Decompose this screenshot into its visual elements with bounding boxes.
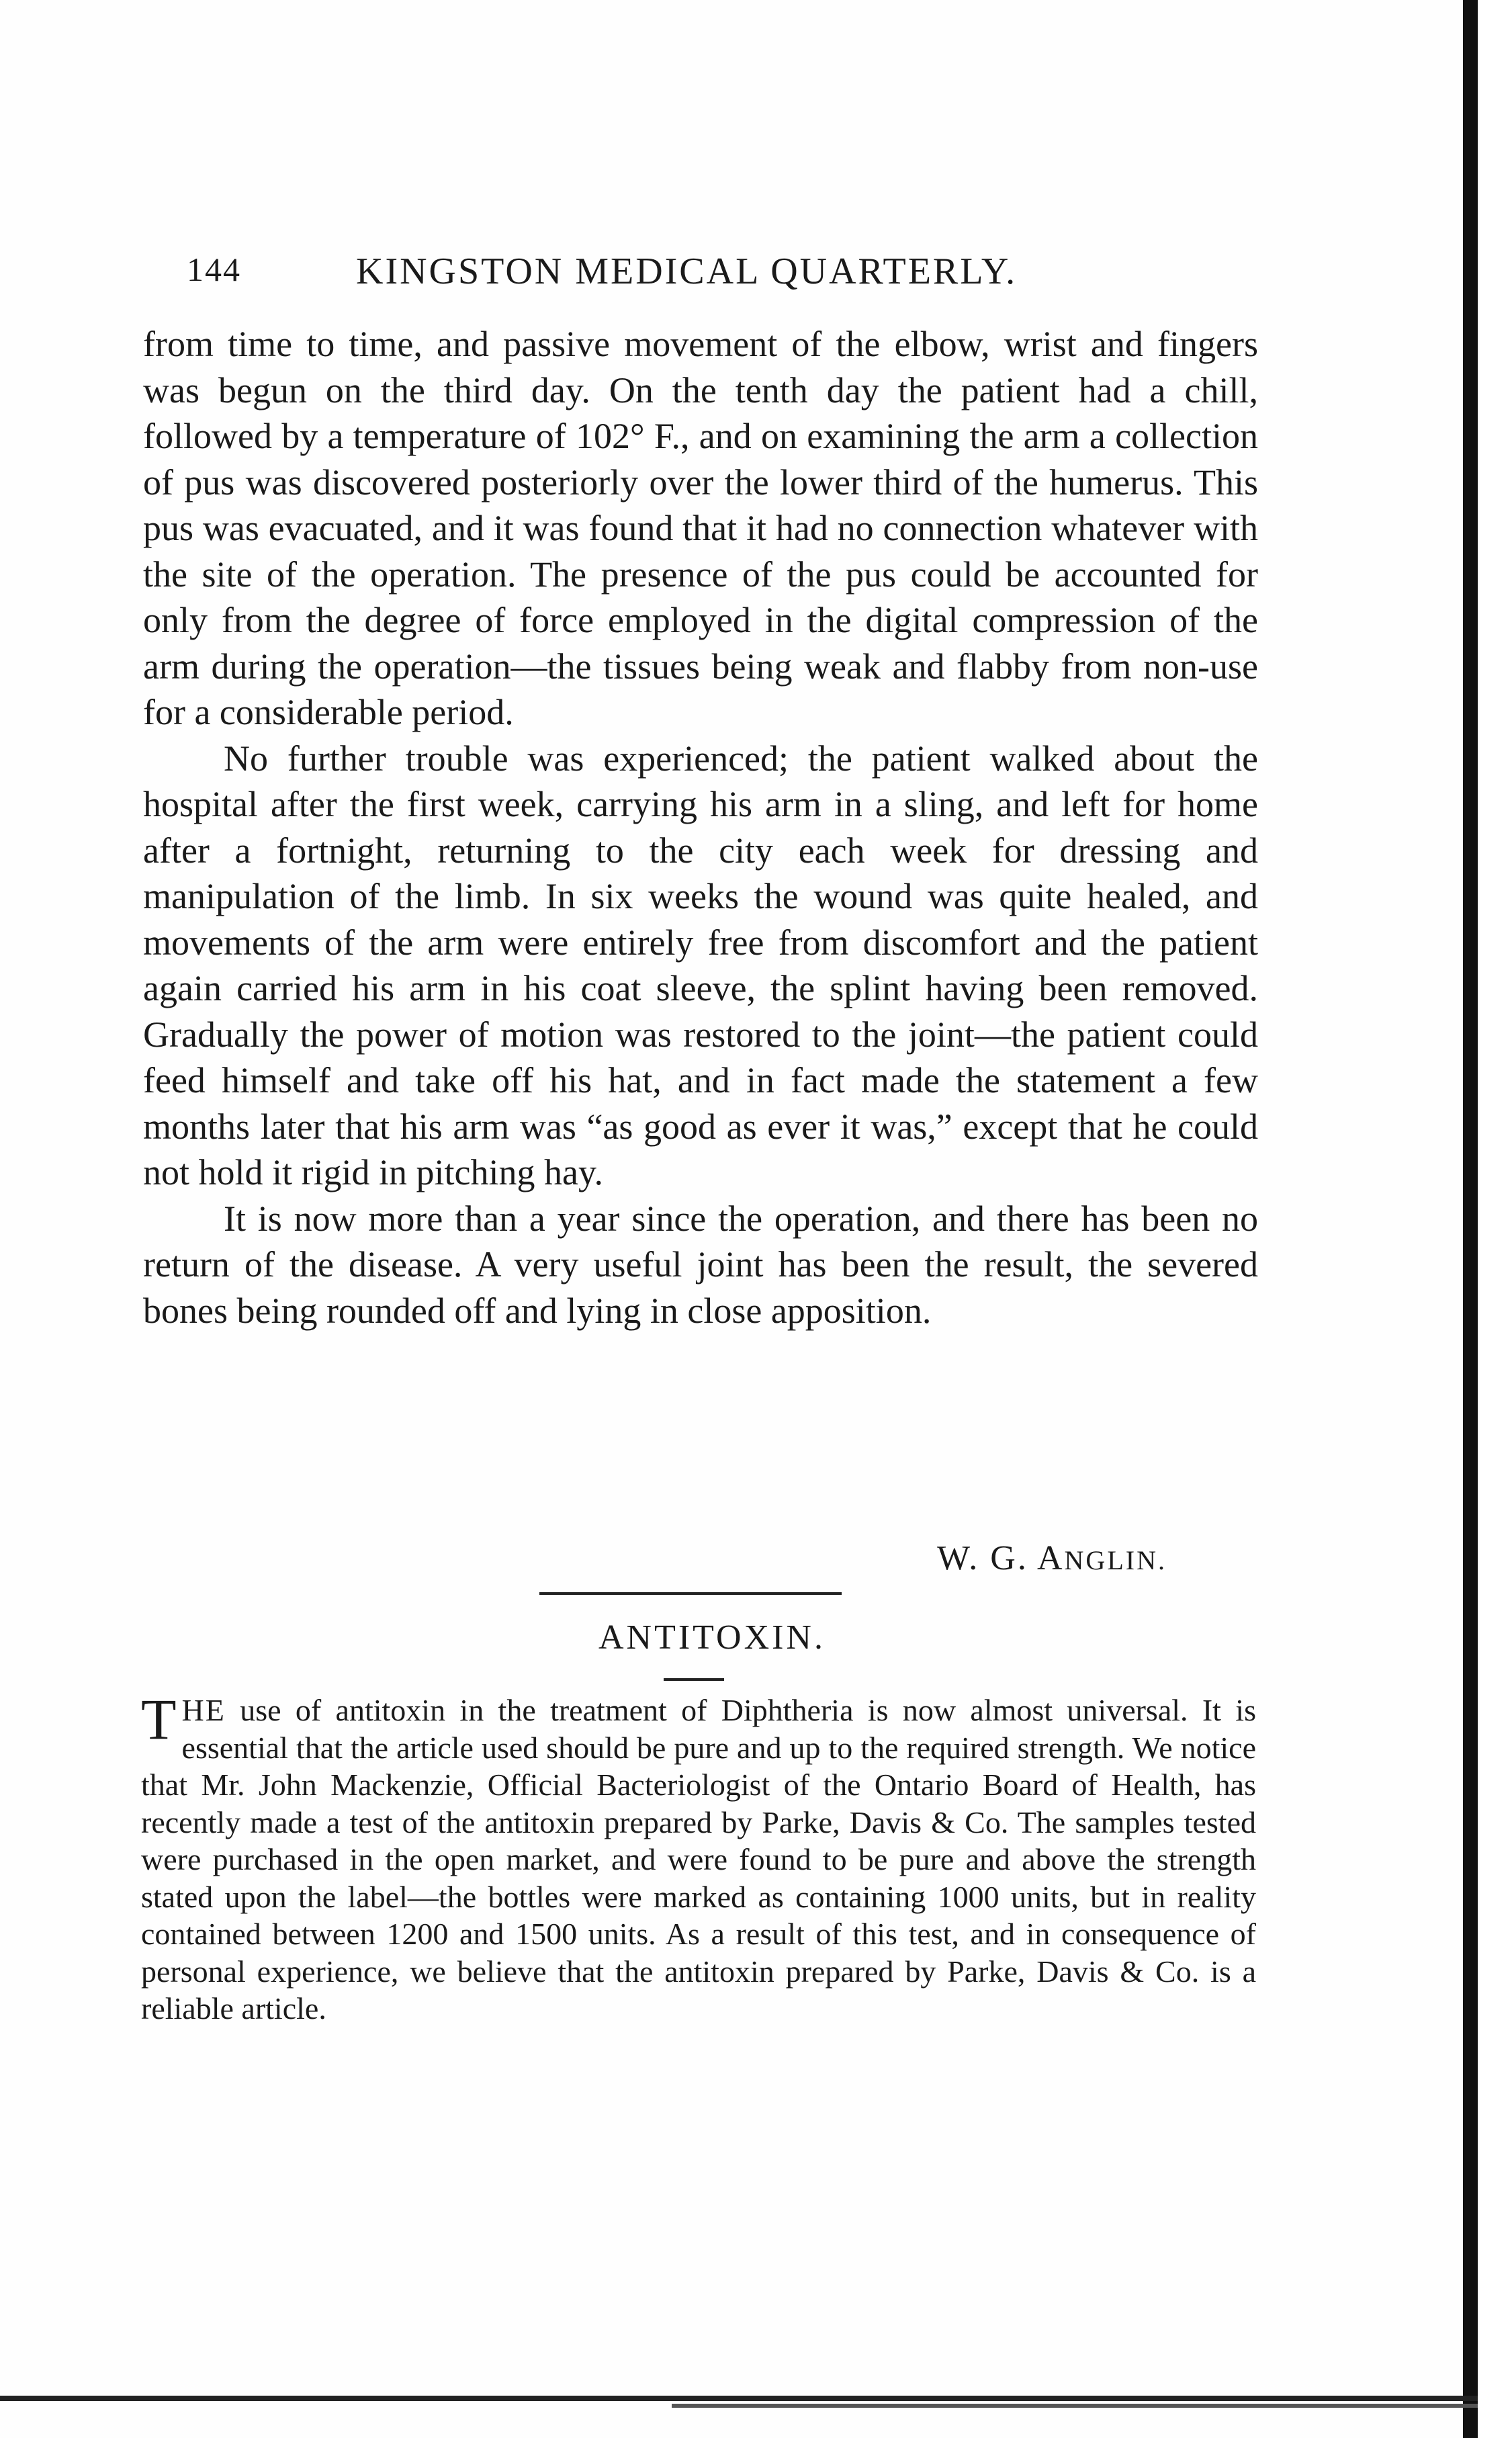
page-bottom-edge [0,2396,1478,2401]
lead-in-caps: HE [181,1693,226,1727]
page-binding-edge [1463,0,1478,2438]
antitoxin-body-text: use of antitoxin in the treatment of Diphtheria is now almost universal. It is essential that the article used should be pure and up to the required strength. We notice that Mr. John Mackenzie, Official Bacteriologist of the Ontario Board of Health, has recently made a test of the antitoxin prepared by Parke, Davis & Co. The samples tested were purchased in the open market, and were found to be pure and above the strength stated upon the label—the bottles were marked as containing 1000 units, but in reality contained between 1200 and 1500 units. As a result of this test, and in consequence of personal experience, we believe that the antitoxin prepared by Parke, Davis & Co. is a reliable article. [141,1693,1256,2026]
title-underline-rule [664,1678,724,1681]
author-signature [937,1538,1167,1578]
antitoxin-article [141,1687,1256,2028]
page-margin-right [1478,0,1512,2438]
page-header [187,250,1261,297]
drop-cap: T [141,1687,177,1751]
page-bottom-edge-shadow [672,2404,1478,2408]
signature-surname: NGLIN. [1064,1545,1167,1575]
page-number: 144 [187,251,241,288]
case-report-paragraph-2: No further trouble was experienced; the patient walked about the hospital after the first week, carrying his arm in a sling, and left for home after a fortnight, returning to the city each week for dressing and manipulation of the limb. In six weeks the wound was quite healed, and movements of the arm were entirely free from discomfort and the patient again carried his arm in his coat sleeve, the splint having been removed. Gradually the power of motion was restored to the joint—the patient could feed himself and take off his hat, and in fact made the statement a few months later that his arm was “as good as ever it was,” except that he could not hold it rigid in pitching hay. [143,738,1258,1192]
section-title: ANTITOXIN. [598,1618,826,1657]
case-report-paragraph-1: from time to time, and passive movement of the elbow, wrist and fingers was begun on the third day. On the tenth day the patient had a chill, followed by a temperature of 102° F., and on examining the arm a collection of pus was discovered posteriorly over the lower third of the humerus. This pus was evacuated, and it was found that it had no connection whatever with the site of the operation. The presence of the pus could be accounted for only from the degree of force employed in the digital compression of the arm during the operation—the tissues being weak and flabby from non-use for a considerable period. [143,324,1258,732]
case-report-paragraph-3: It is now more than a year since the operation, and there has been no return of the disease. A very useful joint has been the result, the severed bones being rounded off and lying in close apposition. [143,1198,1258,1331]
case-report-text [143,321,1258,1334]
signature-initials: W. G. A [937,1539,1065,1577]
section-divider-rule [539,1592,842,1595]
running-head: KINGSTON MEDICAL QUARTERLY. [356,251,1018,292]
